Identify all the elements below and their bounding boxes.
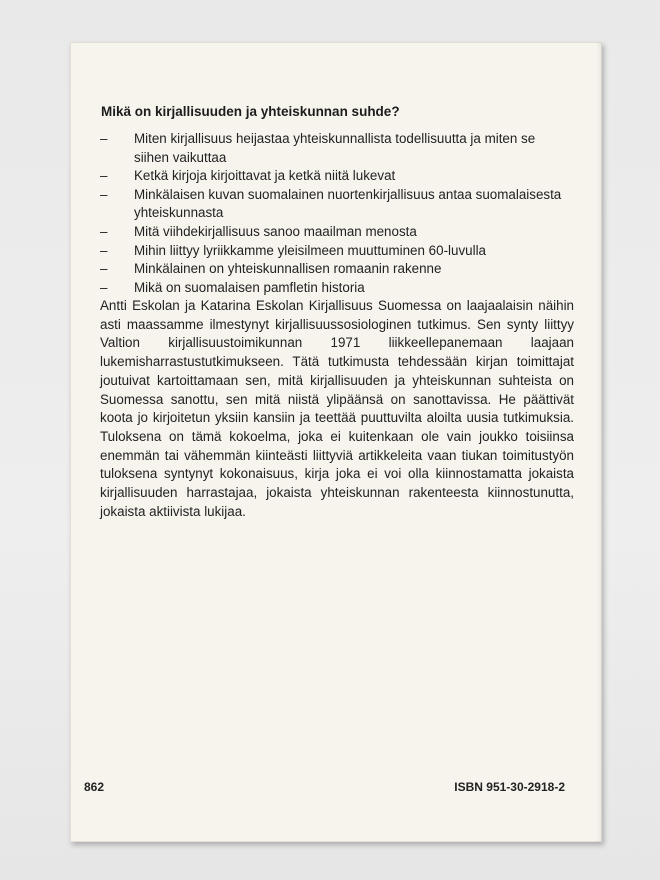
- list-dash: –: [100, 223, 108, 239]
- question-text: Mikä on suomalaisen pamfletin historia: [134, 279, 365, 295]
- question-item: [100, 260, 570, 279]
- list-dash: –: [100, 279, 108, 295]
- question-list: [100, 130, 570, 297]
- question-item: [100, 279, 570, 298]
- isbn-number: ISBN 951-30-2918-2: [454, 780, 565, 794]
- cover-heading: Mikä on kirjallisuuden ja yhteiskunnan suhde?: [101, 104, 400, 119]
- list-dash: –: [100, 242, 108, 258]
- list-dash: –: [100, 131, 108, 146]
- question-item: [100, 223, 570, 242]
- question-text: Minkälaisen kuvan suomalainen nuortenkirjallisuus antaa suomalaisesta yhteiskunnasta: [134, 186, 562, 221]
- question-item: [100, 167, 570, 186]
- book-back-cover: [70, 42, 602, 842]
- question-text: Mihin liittyy lyriikkamme yleisilmeen muuttuminen 60-luvulla: [134, 242, 486, 258]
- list-dash: –: [100, 168, 108, 184]
- question-item: [100, 130, 570, 167]
- question-text: Miten kirjallisuus heijastaa yhteiskunnallista todellisuutta ja miten se siihen vaikuttaa: [134, 131, 536, 165]
- list-dash: –: [100, 261, 108, 277]
- description-paragraph: Antti Eskolan ja Katarina Eskolan Kirjallisuus Suomessa on laajaalaisin näihin asti maassamme ilmestynyt kirjallisuussosiologinen tutkimus. Sen synty liittyy Valtion kirjallisuustoimikunnan 1971 liikkeellepanemaan laajaan lukemisharrastustutkimukseen. Tätä tutkimusta tehdessään kirjan toimittajat joutuivat kartoittamaan sen, mitä kirjallisuuden ja yhteiskunnan suhteista on Suomessa sanottu, sen mitä niistä ylipäänsä on sanottavissa. He päättivät koota jo kirjoitetun yksiin kansiin ja teettää puuttuvilta aloilta uusia tutkimuksia. Tuloksena on tämä kokoelma, joka ei kuitenkaan ole vain joukko toisiinsa enemmän tai vähemmän kiinteästi liittyviä artikkeleita vaan tiukan toimitustyön tuloksena syntynyt kokonaisuus, kirja joka ei voi olla kiinnostamatta jokaista kirjallisuuden harrastajaa, jokaista yhteiskunnan rakenteesta kiinnostunutta, jokaista aktiivista lukijaa.: [100, 298, 574, 519]
- question-text: Mitä viihdekirjallisuus sanoo maailman menosta: [134, 223, 417, 239]
- catalog-number: 862: [84, 780, 105, 794]
- question-item: [100, 242, 570, 261]
- question-text: Minkälainen on yhteiskunnallisen romaanin rakenne: [134, 261, 442, 277]
- question-text: Ketkä kirjoja kirjoittavat ja ketkä niitä lukevat: [134, 168, 396, 184]
- question-item: [100, 186, 570, 223]
- list-dash: –: [100, 186, 108, 202]
